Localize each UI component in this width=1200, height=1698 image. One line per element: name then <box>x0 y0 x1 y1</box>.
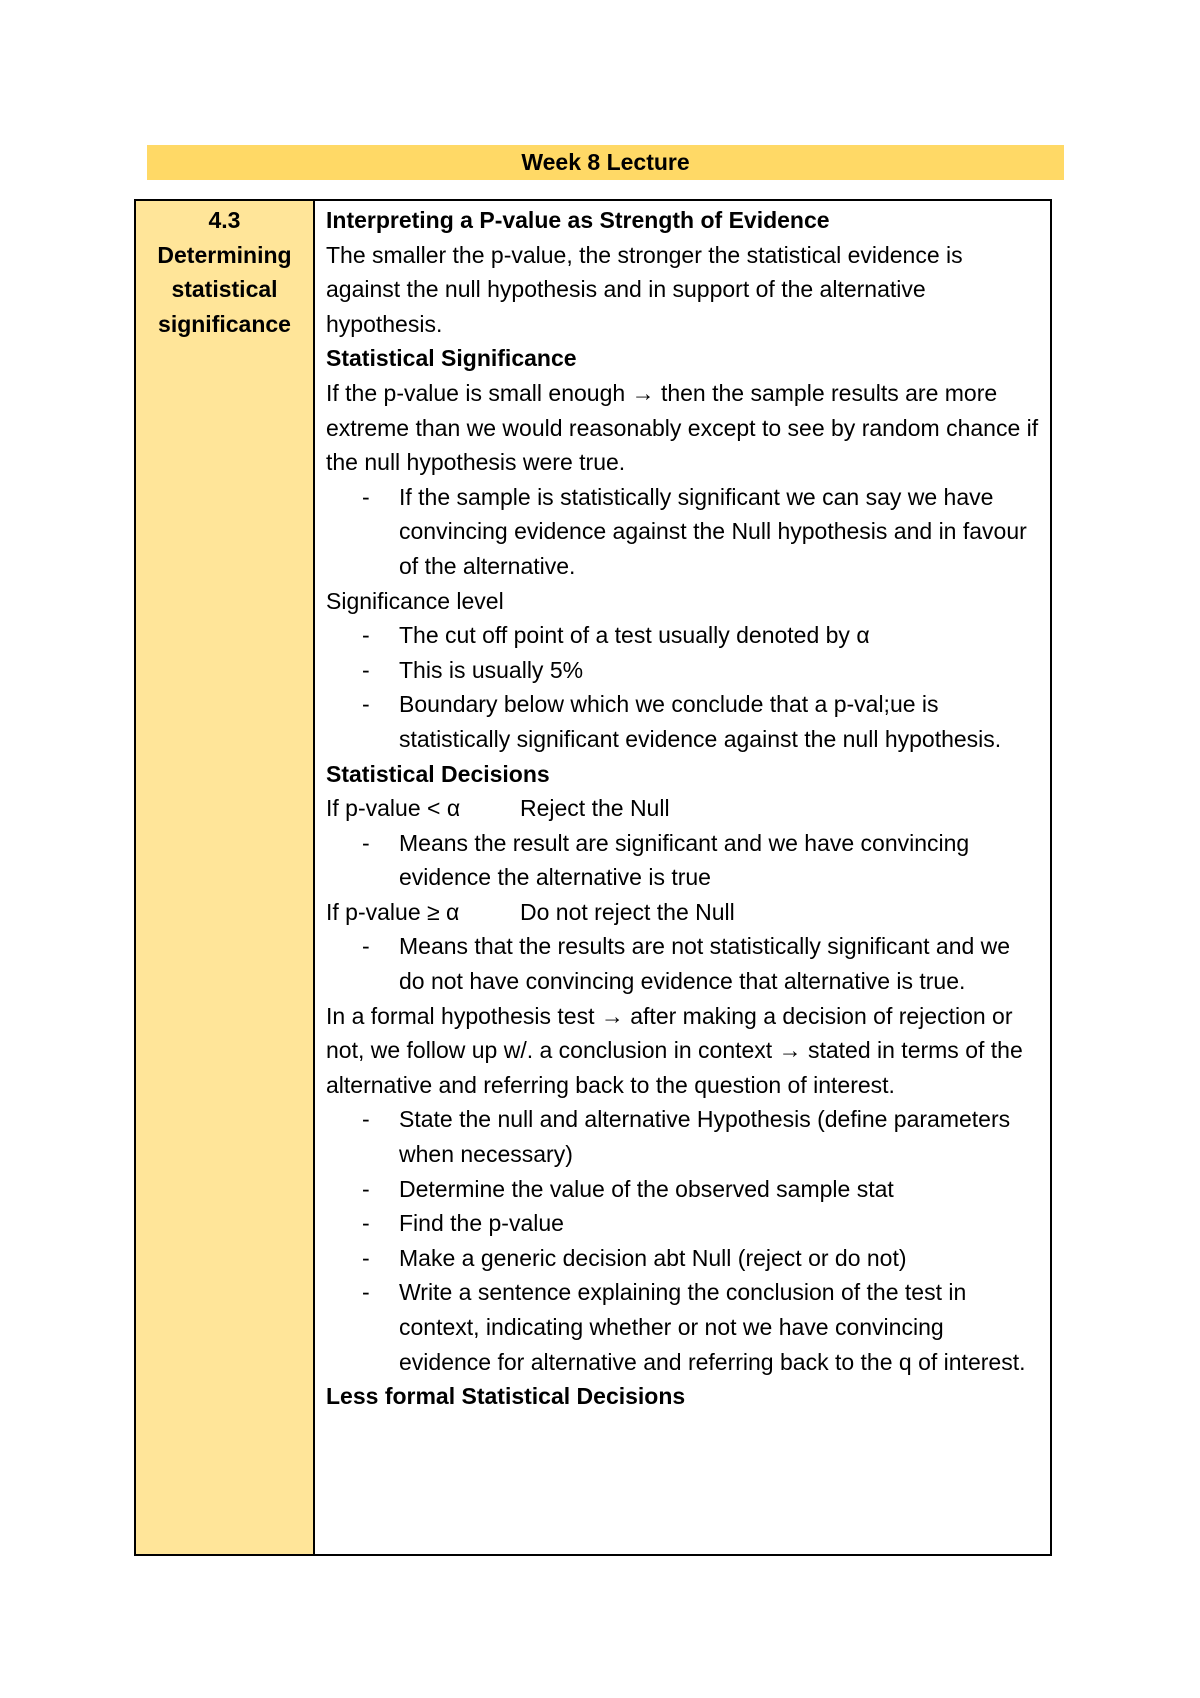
bullet-item <box>326 618 1040 653</box>
dash-bullet-icon: - <box>362 1106 370 1133</box>
decision-line <box>326 791 1040 826</box>
topic-title-line: statistical <box>171 276 278 303</box>
section-heading: Statistical Significance <box>326 345 577 372</box>
dash-bullet-icon: - <box>362 829 370 856</box>
notes-table <box>134 199 1052 1556</box>
decision-condition: If p-value < α <box>326 795 461 822</box>
bullet-item <box>326 480 1040 584</box>
subheading: Significance level <box>326 587 504 614</box>
bullet-text: State the null and alternative Hypothesis (define parameters when necessary) <box>399 1106 1011 1168</box>
dash-bullet-icon: - <box>362 622 370 649</box>
bullet-text: Find the p-value <box>399 1210 564 1237</box>
page-title-banner <box>147 145 1064 180</box>
text-run: then the sample results are more extreme than we would reasonably except to see by random chance if the null hypothesis were true. <box>326 379 1039 476</box>
section-heading: Statistical Decisions <box>326 760 550 787</box>
content-cell <box>315 201 1050 1554</box>
bullet-item <box>326 653 1040 688</box>
paragraph: The smaller the p-value, the stronger the statistical evidence is against the null hypothesis and in support of the alternative hypothesis. <box>326 241 963 337</box>
section-heading: Interpreting a P-value as Strength of Evidence <box>326 207 830 233</box>
bullet-item <box>326 1275 1040 1379</box>
bullet-text: Determine the value of the observed sample stat <box>399 1175 894 1202</box>
bullet-text: Means the result are significant and we have convincing evidence the alternative is true <box>399 829 970 891</box>
arrow-icon: → <box>600 1002 624 1029</box>
decision-action: Reject the Null <box>520 795 670 822</box>
bullet-item <box>326 1102 1040 1171</box>
page-title: Week 8 Lecture <box>521 149 690 175</box>
arrow-icon: → <box>631 379 655 406</box>
dash-bullet-icon: - <box>362 1210 370 1237</box>
bullet-text: The cut off point of a test usually denoted by α <box>399 622 870 649</box>
dash-bullet-icon: - <box>362 483 370 510</box>
text-run: stated in terms of the alternative and referring back to the question of interest. <box>326 1037 1023 1098</box>
bullet-text: Means that the results are not statistically significant and we do not have convincing evidence that alternative is true. <box>399 933 1011 995</box>
dash-bullet-icon: - <box>362 1175 370 1202</box>
dash-bullet-icon: - <box>362 656 370 683</box>
paragraph <box>326 999 1040 1103</box>
bullet-item <box>326 1172 1040 1207</box>
decision-condition: If p-value ≥ α <box>326 898 460 925</box>
dash-bullet-icon: - <box>362 933 370 960</box>
paragraph <box>326 376 1040 480</box>
bullet-text: This is usually 5% <box>399 656 584 683</box>
bullet-text: Write a sentence explaining the conclusion of the test in context, indicating whether or not we have convincing evidence for alternative and referring back to the q of interest. <box>399 1279 1026 1375</box>
dash-bullet-icon: - <box>362 1244 370 1271</box>
bullet-item <box>326 1241 1040 1276</box>
bullet-item <box>326 826 1040 895</box>
text-run: In a formal hypothesis test <box>326 1002 595 1029</box>
topic-title-line: Determining <box>157 241 292 268</box>
topic-cell <box>136 201 315 1554</box>
arrow-icon: → <box>778 1037 802 1064</box>
decision-line <box>326 895 1040 930</box>
text-run: If the p-value is small enough <box>326 379 626 406</box>
topic-title-line: significance <box>158 310 291 337</box>
topic-number: 4.3 <box>208 207 241 233</box>
bullet-item <box>326 929 1040 998</box>
bullet-text: Boundary below which we conclude that a p-val;ue is statistically significant evidence against the null hypothesis. <box>399 691 1002 752</box>
decision-action: Do not reject the Null <box>520 898 735 925</box>
bullet-text: Make a generic decision abt Null (reject or do not) <box>399 1244 907 1271</box>
bullet-text: If the sample is statistically significant we can say we have convincing evidence against the Null hypothesis and in favour of the alternative. <box>399 483 1027 579</box>
dash-bullet-icon: - <box>362 1279 370 1306</box>
bullet-item <box>326 687 1040 756</box>
dash-bullet-icon: - <box>362 691 370 718</box>
text-run: after making a decision of rejection or not, we follow up w/. a conclusion in context <box>326 1002 1013 1064</box>
bullet-item <box>326 1206 1040 1241</box>
section-heading: Less formal Statistical Decisions <box>326 1383 686 1410</box>
